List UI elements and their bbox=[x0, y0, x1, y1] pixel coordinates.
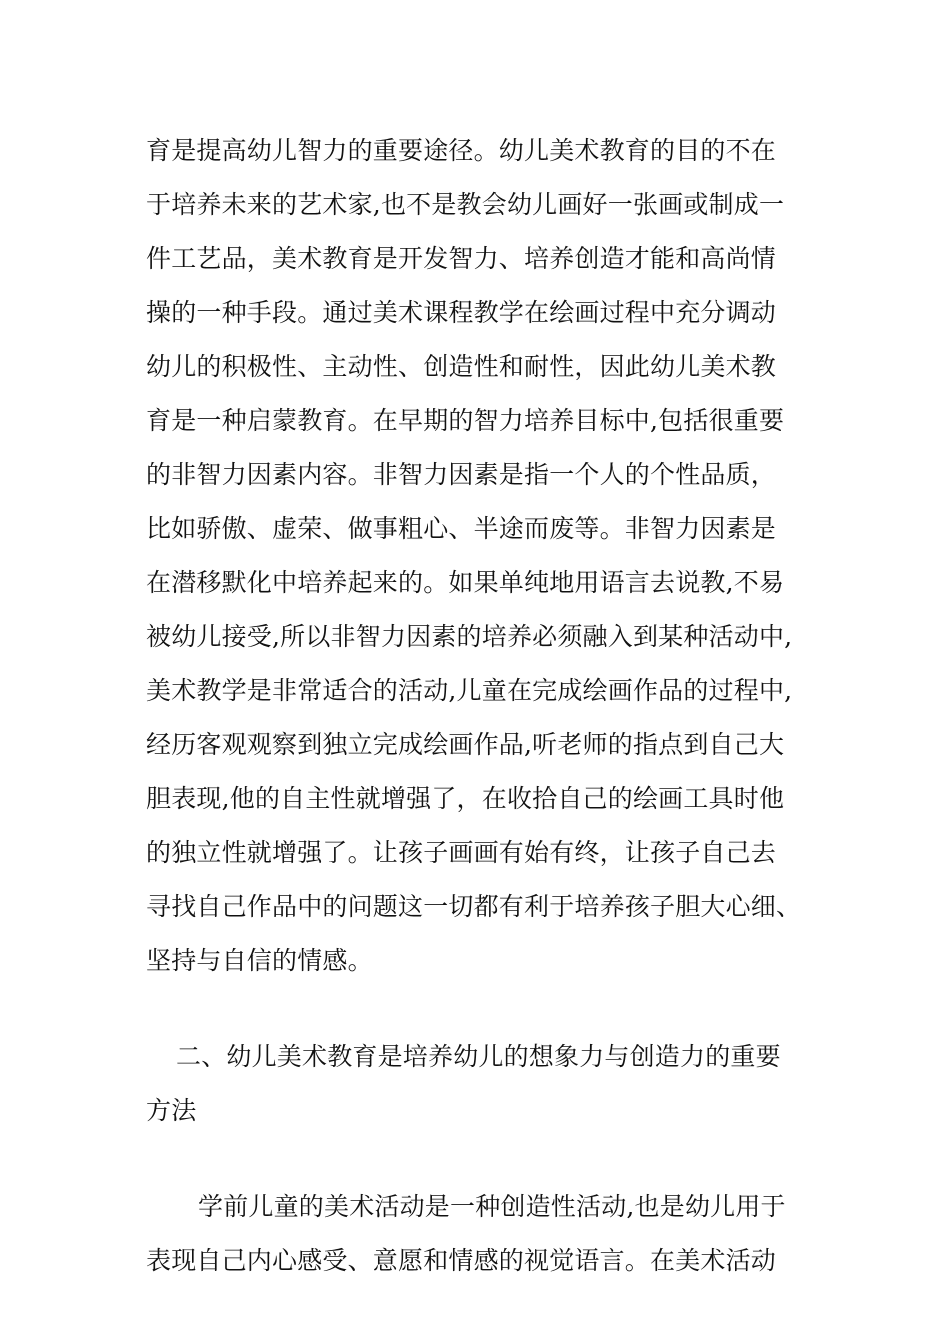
text-line: 幼儿的积极性、主动性、创造性和耐性，因此幼儿美术教 bbox=[146, 352, 777, 381]
text-line: 的独立性就增强了。让孩子画画有始有终，让孩子自己去 bbox=[146, 838, 777, 867]
text-line: 胆表现,他的自主性就增强了，在收拾自己的绘画工具时他 bbox=[146, 784, 785, 813]
text-line: 于培养未来的艺术家,也不是教会幼儿画好一张画或制成一 bbox=[146, 190, 785, 219]
text-line: 操的一种手段。通过美术课程教学在绘画过程中充分调动 bbox=[146, 298, 777, 327]
text-line: 育是一种启蒙教育。在早期的智力培养目标中,包括很重要 bbox=[146, 406, 785, 435]
text-line: 在潜移默化中培养起来的。如果单纯地用语言去说教,不易 bbox=[146, 568, 785, 597]
text-line: 件工艺品，美术教育是开发智力、培养创造才能和高尚情 bbox=[146, 244, 777, 273]
heading-line: 二、幼儿美术教育是培养幼儿的想象力与创造力的重要 bbox=[176, 1042, 781, 1071]
text-line: 学前儿童的美术活动是一种创造性活动,也是幼儿用于 bbox=[198, 1192, 786, 1221]
text-line: 比如骄傲、虚荣、做事粗心、半途而废等。非智力因素是 bbox=[146, 514, 777, 543]
text-line: 被幼儿接受,所以非智力因素的培养必须融入到某种活动中, bbox=[146, 622, 793, 651]
text-line: 育是提高幼儿智力的重要途径。幼儿美术教育的目的不在 bbox=[146, 136, 777, 165]
text-line: 坚持与自信的情感。 bbox=[146, 946, 373, 975]
text-line: 的非智力因素内容。非智力因素是指一个人的个性品质， bbox=[146, 460, 777, 489]
text-line: 经历客观观察到独立完成绘画作品,听老师的指点到自己大 bbox=[146, 730, 785, 759]
heading-line: 方法 bbox=[146, 1096, 197, 1125]
text-line: 寻找自己作品中的问题这一切都有利于培养孩子胆大心细、 bbox=[146, 892, 802, 921]
text-line: 表现自己内心感受、意愿和情感的视觉语言。在美术活动 bbox=[146, 1246, 777, 1275]
text-line: 美术教学是非常适合的活动,儿童在完成绘画作品的过程中, bbox=[146, 676, 793, 705]
